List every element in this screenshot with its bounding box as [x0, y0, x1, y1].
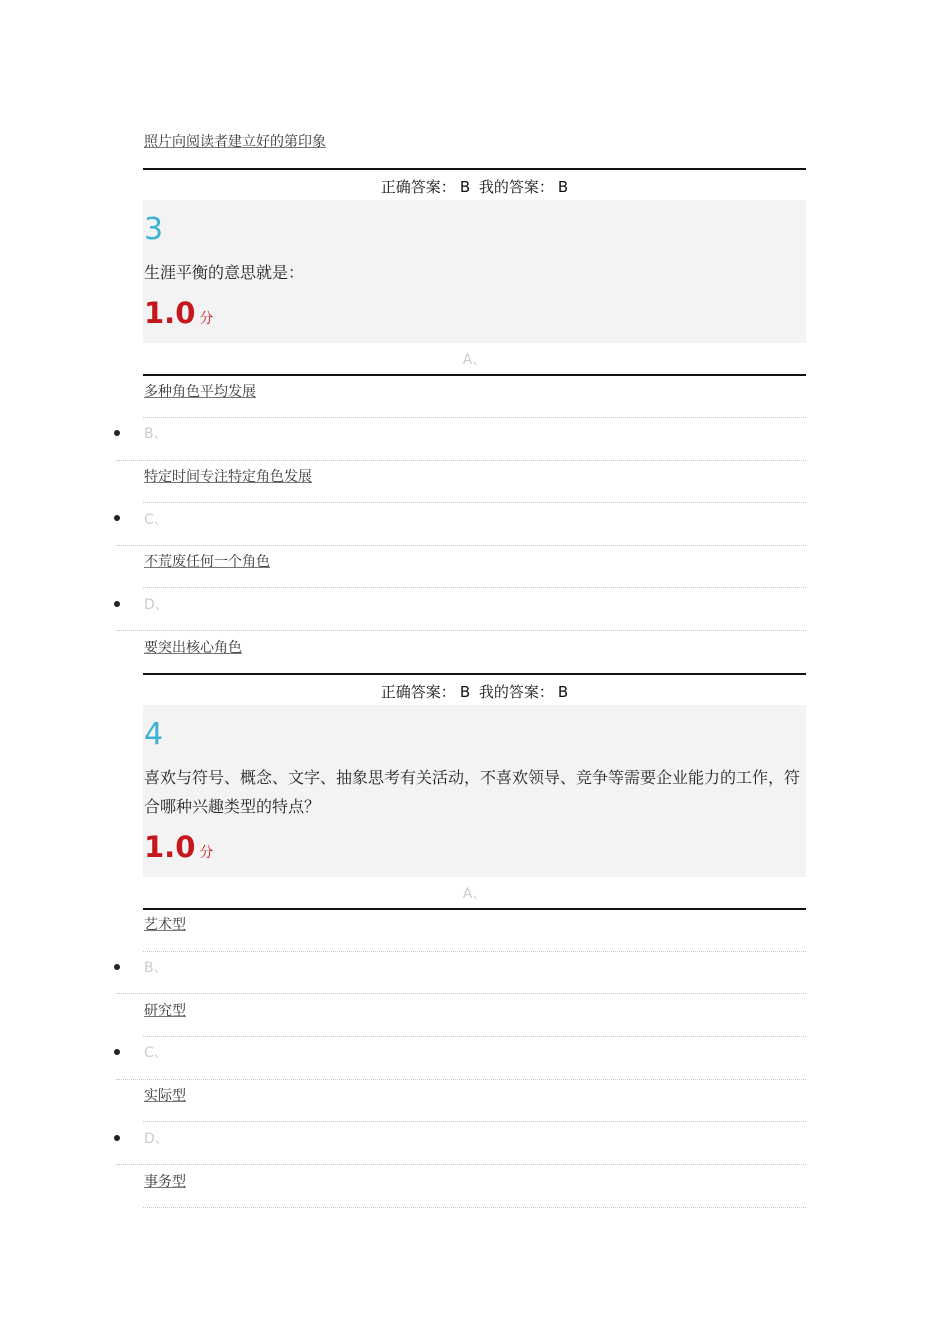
option-letter-d[interactable]: D、: [144, 1131, 169, 1147]
option-text-b[interactable]: 研究型: [144, 1003, 186, 1019]
dotted-divider: [143, 587, 806, 588]
score-unit: 分: [199, 845, 214, 861]
option-text-a[interactable]: 多种角色平均发展: [144, 384, 256, 400]
answer-divider: [143, 673, 806, 675]
answer-summary: [143, 681, 806, 702]
bullet-icon: [114, 515, 120, 521]
score-unit: 分: [199, 311, 214, 327]
question-card: [143, 705, 806, 877]
dotted-divider: [116, 1164, 806, 1165]
bullet-icon: [114, 964, 120, 970]
dotted-divider: [116, 545, 806, 546]
dotted-divider: [143, 502, 806, 503]
question-score: [144, 296, 213, 330]
options-divider: [143, 908, 806, 910]
option-text-a[interactable]: 艺术型: [144, 917, 186, 933]
dotted-divider: [116, 993, 806, 994]
correct-answer-value: B: [459, 683, 471, 701]
answer-summary: [143, 176, 806, 197]
my-answer-label: 我的答案：: [478, 178, 554, 196]
question-text: 生涯平衡的意思就是：: [144, 263, 305, 282]
option-letter-c[interactable]: C、: [144, 1045, 168, 1061]
correct-answer-value: B: [459, 178, 471, 196]
option-letter-a[interactable]: A、: [462, 886, 487, 902]
question-number: 3: [144, 212, 164, 247]
prev-option-text[interactable]: 照片向阅读者建立好的第印象: [144, 134, 326, 150]
correct-answer-label: 正确答案：: [380, 683, 456, 701]
option-letter-c[interactable]: C、: [144, 512, 168, 528]
dotted-divider: [143, 1036, 806, 1037]
question-number: 4: [144, 717, 164, 752]
option-letter-a[interactable]: A、: [462, 352, 487, 368]
dotted-divider: [143, 1121, 806, 1122]
question-text: 喜欢与符号、概念、文字、抽象思考有关活动，不喜欢领导、竞争等需要企业能力的工作，符合哪种兴趣类型的特点？: [144, 768, 801, 816]
bullet-icon: [114, 430, 120, 436]
bullet-icon: [114, 1135, 120, 1141]
dotted-divider: [143, 951, 806, 952]
option-text-d[interactable]: 要突出核心角色: [144, 640, 242, 656]
option-letter-b[interactable]: B、: [144, 960, 168, 976]
option-text-c[interactable]: 实际型: [144, 1088, 186, 1104]
bullet-icon: [114, 1049, 120, 1055]
question-card: [143, 200, 806, 343]
option-text-d[interactable]: 事务型: [144, 1174, 186, 1190]
options-divider: [143, 374, 806, 376]
option-letter-b[interactable]: B、: [144, 426, 168, 442]
score-value: 1.0: [144, 830, 196, 864]
bullet-icon: [114, 601, 120, 607]
correct-answer-label: 正确答案：: [380, 178, 456, 196]
dotted-divider: [116, 460, 806, 461]
my-answer-value: B: [557, 178, 569, 196]
my-answer-label: 我的答案：: [478, 683, 554, 701]
option-letter-d[interactable]: D、: [144, 597, 169, 613]
dotted-divider: [143, 417, 806, 418]
answer-divider: [143, 168, 806, 170]
score-value: 1.0: [144, 296, 196, 330]
dotted-divider: [143, 1207, 806, 1208]
my-answer-value: B: [557, 683, 569, 701]
question-score: [144, 830, 213, 864]
dotted-divider: [116, 630, 806, 631]
dotted-divider: [116, 1079, 806, 1080]
option-text-c[interactable]: 不荒废任何一个角色: [144, 554, 270, 570]
option-text-b[interactable]: 特定时间专注特定角色发展: [144, 469, 312, 485]
